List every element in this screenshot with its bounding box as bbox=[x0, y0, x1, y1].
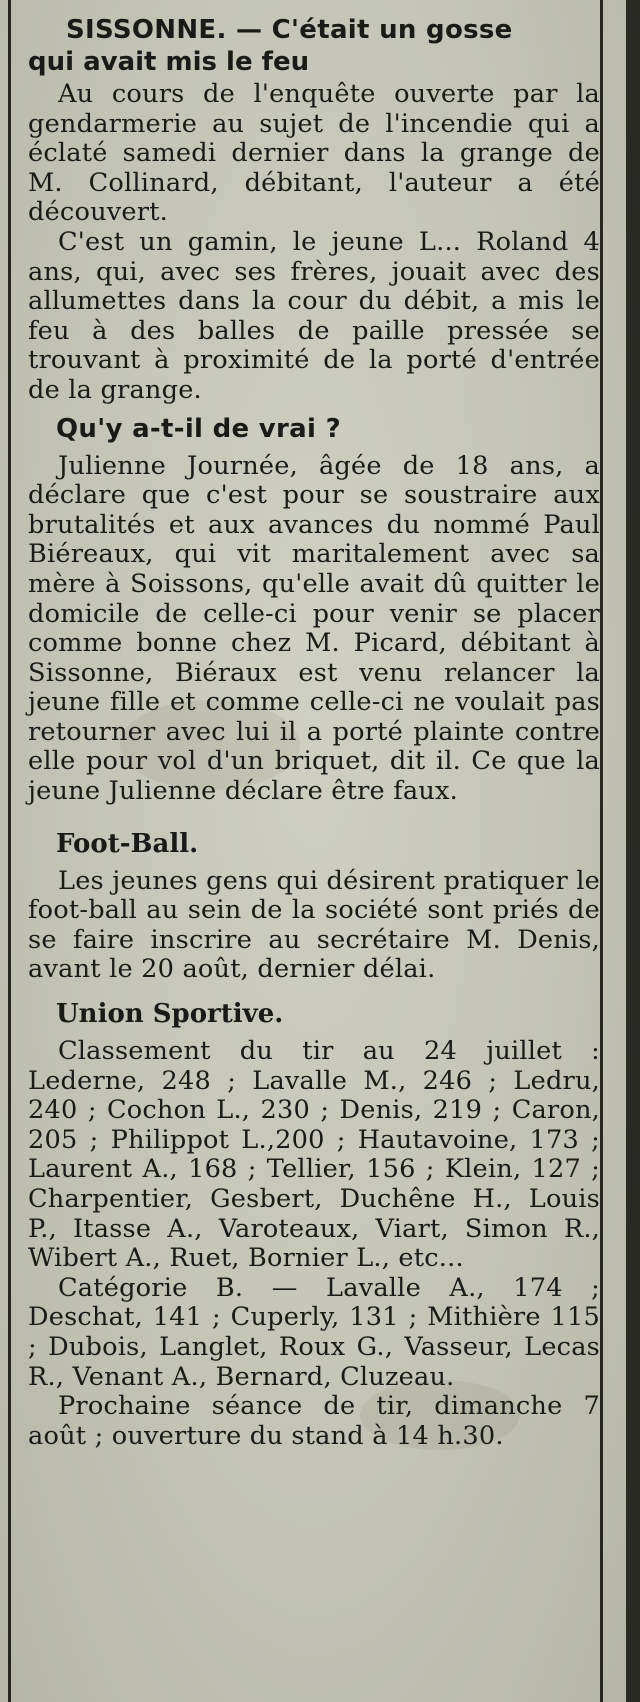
article-paragraph: Julienne Journée, âgée de 18 ans, a déclare que c'est pour se soustraire aux brutalités et aux avances du nommé Paul Biéreaux, qui vit maritalement avec sa mère à Soissons, qu'elle avait dû quitter le domicile de celle-ci pour venir se placer comme bonne chez M. Picard, débitant à Sissonne, Biéraux est venu relancer la jeune fille et comme celle-ci ne voulait pas retourner avec lui il a porté plainte contre elle pour vol d'un briquet, dit il. Ce que la jeune Julienne déclare être faux. bbox=[28, 450, 600, 807]
article-paragraph: Catégorie B. — Lavalle A., 174 ; Deschat, 141 ; Cuperly, 131 ; Mithière 115 ; Dubois, Langlet, Roux G., Vasseur, Lecas R., Venant A., Bernard, Cluzeau. bbox=[28, 1272, 600, 1392]
article-paragraph: Les jeunes gens qui désirent pratiquer le foot-ball au sein de la société sont priés de se faire inscrire au secrétaire M. Denis, avant le 20 août, dernier délai. bbox=[28, 865, 600, 985]
article-sissonne-fire bbox=[28, 14, 600, 406]
article-foot-ball bbox=[28, 829, 600, 985]
article-column bbox=[28, 14, 600, 1451]
article-union-sportive bbox=[28, 999, 600, 1451]
article-heading: Foot-Ball. bbox=[56, 828, 199, 859]
article-heading: Union Sportive. bbox=[56, 999, 284, 1030]
article-paragraph: C'est un gamin, le jeune L... Roland 4 ans, qui, avec ses frères, jouait avec des allumettes dans la cour du débit, a mis le feu à des balles de paille pressée se trouvant à proximité de la porté d'entrée de la grange. bbox=[28, 226, 600, 405]
article-quy-a-t-il-de-vrai bbox=[28, 414, 600, 807]
column-rule-right bbox=[600, 0, 603, 1702]
article-paragraph: Au cours de l'enquête ouverte par la gendarmerie au sujet de l'incendie qui a éclaté samedi dernier dans la grange de M. Collinard, débitant, l'auteur a été découvert. bbox=[28, 79, 600, 228]
article-paragraph: Prochaine séance de tir, dimanche 7 août ; ouverture du stand à 14 h.30. bbox=[28, 1391, 600, 1451]
column-rule-left bbox=[8, 0, 11, 1702]
article-paragraph: Classement du tir au 24 juillet : Lederne, 248 ; Lavalle M., 246 ; Ledru, 240 ; Cochon L., 230 ; Denis, 219 ; Caron, 205 ; Philippot L.,200 ; Hautavoine, 173 ; Laurent A., 168 ; Tellier, 156 ; Klein, 127 ; Charpentier, Gesbert, Duchêne H., Louis P., Itasse A., Varoteaux, Viart, Simon R., Wibert A., Ruet, Bornier L., etc... bbox=[28, 1036, 600, 1274]
article-subheadline: qui avait mis le feu bbox=[28, 47, 310, 77]
article-headline: SISSONNE. — C'était un gosse bbox=[66, 15, 513, 45]
article-heading: Qu'y a-t-il de vrai ? bbox=[56, 413, 341, 444]
